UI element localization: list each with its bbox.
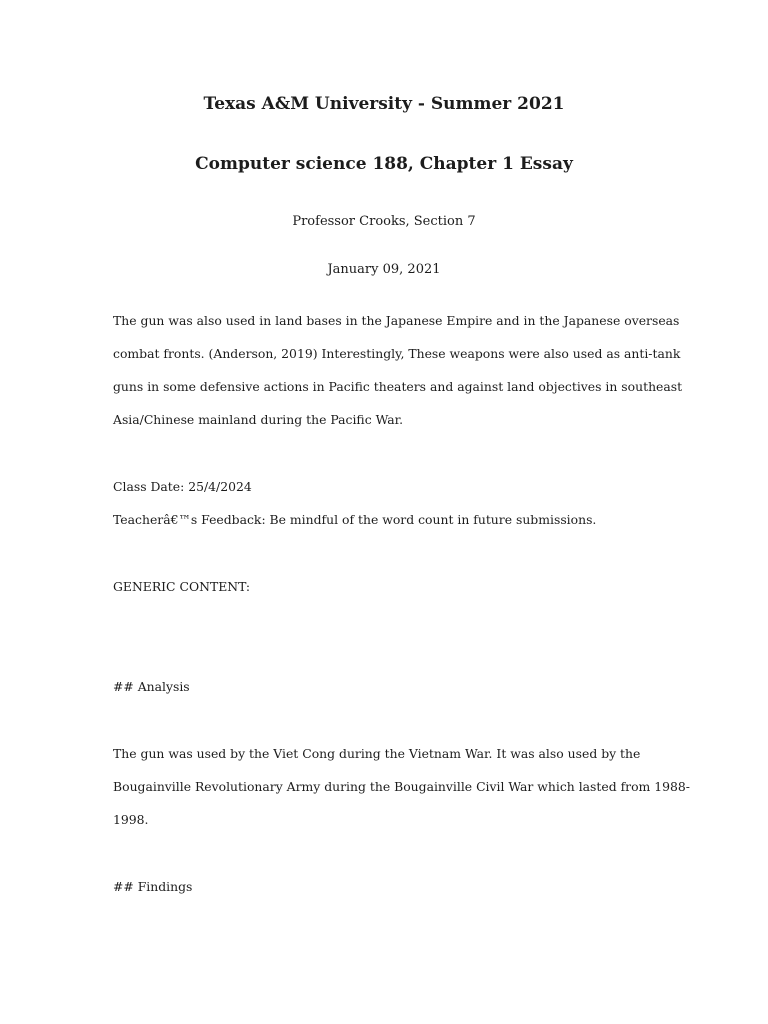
analysis-paragraph [113, 746, 690, 845]
essay-title: Computer science 188, Chapter 1 Essay [195, 154, 573, 174]
class-date: Class Date: 25/4/2024 [113, 479, 252, 494]
analysis-heading: ## Analysis [113, 679, 190, 694]
intro-line-3: guns in some defensive actions in Pacific theaters and against land objectives in southeast [113, 379, 683, 394]
university-title: Texas A&M University - Summer 2021 [203, 94, 565, 114]
intro-line-1: The gun was also used in land bases in the Japanese Empire and in the Japanese overseas [113, 313, 680, 328]
intro-paragraph [113, 313, 683, 445]
analysis-line-2: Bougainville Revolutionary Army during the Bougainville Civil War which lasted from 1988- [113, 779, 690, 794]
class-info [113, 479, 673, 545]
professor-line: Professor Crooks, Section 7 [292, 214, 476, 229]
analysis-line-1: The gun was used by the Viet Cong during the Vietnam War. It was also used by the [113, 746, 641, 761]
generic-content-label: GENERIC CONTENT: [113, 579, 251, 594]
findings-heading: ## Findings [113, 879, 193, 894]
intro-line-4: Asia/Chinese mainland during the Pacific War. [113, 412, 404, 427]
analysis-line-3: 1998. [113, 812, 149, 827]
teacher-feedback: Teacherâ€™s Feedback: Be mindful of the word count in future submissions. [113, 512, 597, 527]
intro-line-2: combat fronts. (Anderson, 2019) Interestingly, These weapons were also used as anti-tank [113, 346, 681, 361]
date-line: January 09, 2021 [327, 262, 441, 277]
